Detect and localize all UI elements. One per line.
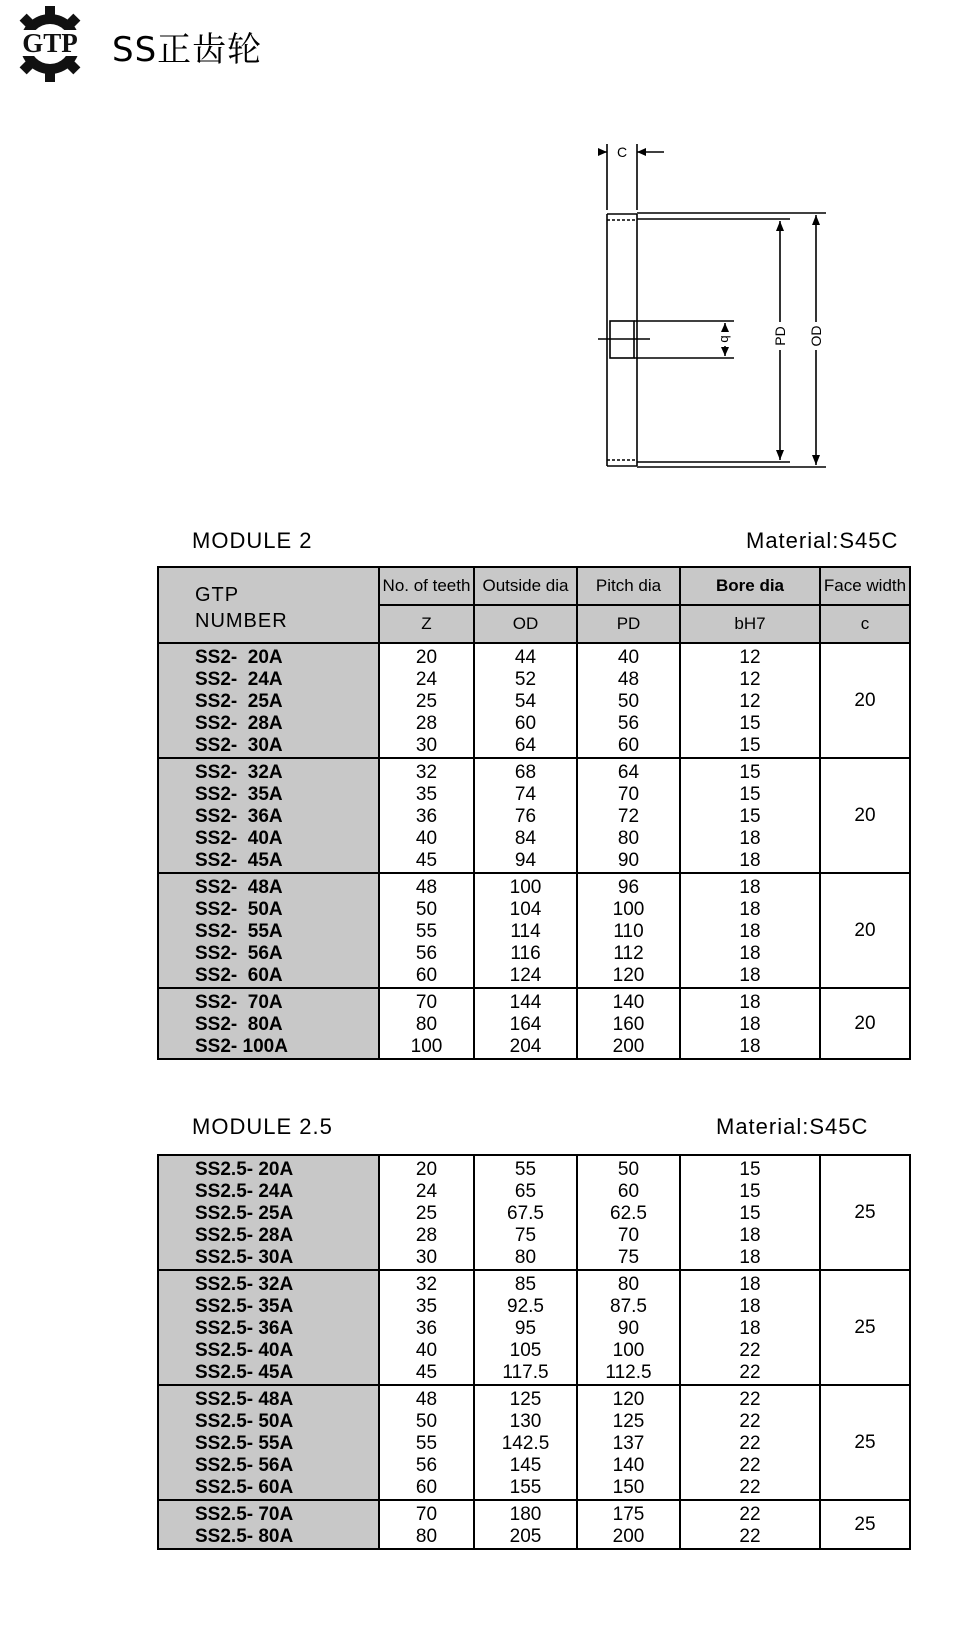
list-item: SS2- 28A	[195, 713, 283, 734]
outside-dia-cell	[474, 988, 577, 1059]
header-outside-dia: Outside dia	[474, 567, 577, 605]
list-item: 18	[739, 850, 761, 871]
list-item: 95	[514, 1318, 537, 1339]
list-item: 24	[415, 1181, 438, 1202]
list-item: 50	[617, 691, 640, 712]
list-item: 18	[739, 1318, 761, 1339]
list-item: 164	[509, 1014, 542, 1035]
header-pitch-symbol: PD	[577, 605, 680, 643]
list-item: 52	[514, 669, 537, 690]
module2-spec-table	[157, 566, 911, 1060]
pitch-dia-cell	[577, 1155, 680, 1270]
list-item: SS2- 32A	[195, 762, 283, 783]
face-width-cell: 20	[820, 873, 910, 988]
pitch-dia-cell	[577, 1500, 680, 1549]
list-item: 18	[739, 1036, 761, 1057]
list-item: 205	[509, 1526, 542, 1547]
list-item: 22	[739, 1526, 761, 1547]
list-item: 12	[739, 647, 761, 668]
face-width-cell: 25	[820, 1270, 910, 1385]
gtp-gear-logo	[6, 4, 94, 84]
list-item: 110	[613, 921, 644, 942]
list-item: 45	[415, 1362, 438, 1383]
pitch-dia-cell	[577, 1385, 680, 1500]
list-item: SS2.5- 48A	[195, 1389, 294, 1410]
list-item: 22	[739, 1504, 761, 1525]
list-item: 40	[617, 647, 640, 668]
list-item: 112	[613, 943, 644, 964]
list-item: 72	[617, 806, 640, 827]
list-item: 22	[739, 1362, 761, 1383]
list-item: 124	[509, 965, 542, 986]
list-item: 62.5	[610, 1203, 647, 1224]
table-row-group	[158, 643, 910, 758]
list-item: 80	[617, 828, 640, 849]
gear-dimension-drawing	[598, 144, 878, 504]
list-item: 22	[739, 1389, 761, 1410]
list-item: 80	[617, 1274, 640, 1295]
bore-dia-cell	[680, 1385, 820, 1500]
list-item: 40	[415, 828, 438, 849]
list-item: 100	[612, 899, 645, 920]
teeth-cell	[379, 873, 474, 988]
face-width-cell: 25	[820, 1500, 910, 1549]
list-item: 68	[514, 762, 537, 783]
list-item: 200	[612, 1526, 645, 1547]
list-item: SS2- 45A	[195, 850, 283, 871]
list-item: 60	[617, 735, 640, 756]
table-row-group	[158, 1270, 910, 1385]
list-item: SS2.5- 70A	[195, 1504, 294, 1525]
bore-dia-cell	[680, 758, 820, 873]
list-item: 140	[612, 992, 645, 1013]
bore-dia-cell	[680, 1155, 820, 1270]
list-item: SS2.5- 36A	[195, 1318, 294, 1339]
logo-text: GTP	[22, 28, 78, 58]
list-item: 120	[612, 965, 645, 986]
list-item: 150	[612, 1477, 645, 1498]
list-item: 50	[415, 899, 438, 920]
list-item: 90	[617, 850, 640, 871]
part-number-cell	[158, 643, 379, 758]
list-item: 18	[739, 1014, 761, 1035]
list-item: 87.5	[610, 1296, 647, 1317]
list-item: 15	[739, 1203, 761, 1224]
list-item: SS2- 55A	[195, 921, 283, 942]
list-item: SS2- 25A	[195, 691, 283, 712]
list-item: SS2- 40A	[195, 828, 283, 849]
list-item: 50	[617, 1159, 640, 1180]
list-item: 92.5	[507, 1296, 544, 1317]
list-item: SS2- 20A	[195, 647, 283, 668]
teeth-cell	[379, 1500, 474, 1549]
header-outside-symbol: OD	[474, 605, 577, 643]
list-item: 70	[415, 1504, 438, 1525]
list-item: 60	[415, 965, 438, 986]
list-item: 56	[617, 713, 640, 734]
face-width-cell: 20	[820, 988, 910, 1059]
list-item: 32	[415, 762, 438, 783]
header-pitch-dia: Pitch dia	[577, 567, 680, 605]
list-item: 30	[415, 1247, 438, 1268]
list-item: 40	[415, 1340, 438, 1361]
face-width-cell: 20	[820, 643, 910, 758]
dim-label-c: C	[616, 144, 628, 160]
list-item: 25	[415, 1203, 438, 1224]
teeth-cell	[379, 1385, 474, 1500]
list-item: 18	[739, 1247, 761, 1268]
list-item: 200	[612, 1036, 645, 1057]
list-item: 30	[415, 735, 438, 756]
pitch-dia-cell	[577, 873, 680, 988]
list-item: 12	[739, 691, 761, 712]
dim-label-od: OD	[808, 325, 824, 347]
teeth-cell	[379, 1270, 474, 1385]
bore-dia-cell	[680, 988, 820, 1059]
list-item: SS2.5- 60A	[195, 1477, 294, 1498]
list-item: SS2- 60A	[195, 965, 283, 986]
list-item: 32	[415, 1274, 438, 1295]
list-item: 117.5	[502, 1362, 549, 1383]
list-item: 44	[514, 647, 537, 668]
list-item: SS2.5- 25A	[195, 1203, 294, 1224]
list-item: 20	[415, 647, 438, 668]
list-item: SS2.5- 20A	[195, 1159, 294, 1180]
list-item: 67.5	[507, 1203, 544, 1224]
table-row-group	[158, 988, 910, 1059]
list-item: 144	[509, 992, 542, 1013]
list-item: SS2- 36A	[195, 806, 283, 827]
list-item: SS2- 35A	[195, 784, 283, 805]
list-item: 56	[415, 1455, 438, 1476]
list-item: 36	[415, 1318, 438, 1339]
list-item: 35	[415, 1296, 438, 1317]
list-item: 48	[415, 1389, 438, 1410]
module25-label: MODULE 2.5	[192, 1114, 333, 1139]
list-item: 18	[739, 899, 761, 920]
part-number-cell	[158, 758, 379, 873]
list-item: SS2.5- 40A	[195, 1340, 294, 1361]
list-item: 15	[739, 762, 761, 783]
list-item: 15	[739, 784, 761, 805]
list-item: 100	[612, 1340, 645, 1361]
list-item: 20	[415, 1159, 438, 1180]
dim-label-pd: PD	[772, 326, 788, 346]
module25-spec-table	[157, 1154, 911, 1550]
bore-dia-cell	[680, 873, 820, 988]
list-item: 130	[509, 1411, 542, 1432]
list-item: 116	[510, 943, 541, 964]
list-item: 15	[739, 735, 761, 756]
list-item: 24	[415, 669, 438, 690]
list-item: 60	[617, 1181, 640, 1202]
list-item: 35	[415, 784, 438, 805]
outside-dia-cell	[474, 758, 577, 873]
list-item: 18	[739, 992, 761, 1013]
list-item: 70	[617, 1225, 640, 1246]
list-item: 50	[415, 1411, 438, 1432]
list-item: SS2- 50A	[195, 899, 283, 920]
list-item: 18	[739, 1296, 761, 1317]
page-title: SS正齿轮	[112, 30, 263, 70]
list-item: 125	[509, 1389, 542, 1410]
outside-dia-cell	[474, 1155, 577, 1270]
pitch-dia-cell	[577, 758, 680, 873]
list-item: 65	[514, 1181, 537, 1202]
list-item: 22	[739, 1455, 761, 1476]
list-item: 48	[415, 877, 438, 898]
list-item: SS2.5- 35A	[195, 1296, 294, 1317]
list-item: 60	[415, 1477, 438, 1498]
list-item: 125	[612, 1411, 645, 1432]
list-item: 142.5	[501, 1433, 550, 1454]
outside-dia-cell	[474, 1500, 577, 1549]
module25-material: Material:S45C	[716, 1114, 869, 1139]
list-item: 64	[514, 735, 537, 756]
list-item: 100	[509, 877, 542, 898]
list-item: 55	[415, 921, 438, 942]
part-number-cell	[158, 988, 379, 1059]
list-item: 74	[514, 784, 537, 805]
list-item: SS2- 70A	[195, 992, 283, 1013]
list-item: 84	[514, 828, 537, 849]
list-item: 160	[612, 1014, 645, 1035]
teeth-cell	[379, 758, 474, 873]
list-item: 18	[739, 1274, 761, 1295]
list-item: 145	[509, 1455, 542, 1476]
dim-label-b: b	[718, 335, 733, 343]
list-item: 180	[509, 1504, 542, 1525]
list-item: 18	[739, 877, 761, 898]
list-item: 155	[509, 1477, 542, 1498]
list-item: 60	[514, 713, 537, 734]
bore-dia-cell	[680, 1270, 820, 1385]
list-item: SS2.5- 80A	[195, 1526, 294, 1547]
list-item: 114	[510, 921, 541, 942]
part-number-cell	[158, 1385, 379, 1500]
teeth-cell	[379, 988, 474, 1059]
list-item: 104	[509, 899, 542, 920]
header-face-width: Face width	[820, 567, 910, 605]
list-item: 64	[617, 762, 640, 783]
bore-dia-cell	[680, 643, 820, 758]
list-item: 18	[739, 965, 761, 986]
table-row-group	[158, 1155, 910, 1270]
list-item: 120	[612, 1389, 645, 1410]
face-width-cell: 20	[820, 758, 910, 873]
list-item: 56	[415, 943, 438, 964]
bore-dia-cell	[680, 1500, 820, 1549]
list-item: 137	[612, 1433, 645, 1454]
list-item: 36	[415, 806, 438, 827]
pitch-dia-cell	[577, 1270, 680, 1385]
list-item: 22	[739, 1340, 761, 1361]
outside-dia-cell	[474, 643, 577, 758]
part-number-cell	[158, 1270, 379, 1385]
list-item: 75	[514, 1225, 537, 1246]
outside-dia-cell	[474, 873, 577, 988]
teeth-cell	[379, 643, 474, 758]
list-item: 85	[514, 1274, 537, 1295]
header-bore-symbol: bH7	[680, 605, 820, 643]
list-item: 18	[739, 943, 761, 964]
list-item: 100	[410, 1036, 443, 1057]
list-item: SS2.5- 45A	[195, 1362, 294, 1383]
table-row-group	[158, 1385, 910, 1500]
list-item: 80	[415, 1526, 438, 1547]
list-item: SS2.5- 24A	[195, 1181, 294, 1202]
list-item: 140	[612, 1455, 645, 1476]
list-item: SS2- 48A	[195, 877, 283, 898]
list-item: 28	[415, 1225, 438, 1246]
header-teeth: No. of teeth	[379, 567, 474, 605]
list-item: 45	[415, 850, 438, 871]
list-item: SS2.5- 32A	[195, 1274, 294, 1295]
part-number-cell	[158, 1155, 379, 1270]
header-gtp-number: GTP NUMBER	[158, 567, 379, 643]
list-item: SS2.5- 30A	[195, 1247, 294, 1268]
list-item: 15	[739, 1159, 761, 1180]
list-item: 15	[739, 1181, 761, 1202]
list-item: 76	[514, 806, 537, 827]
face-width-cell: 25	[820, 1155, 910, 1270]
list-item: 18	[739, 828, 761, 849]
list-item: SS2.5- 56A	[195, 1455, 294, 1476]
header-face-symbol: c	[820, 605, 910, 643]
outside-dia-cell	[474, 1270, 577, 1385]
outside-dia-cell	[474, 1385, 577, 1500]
list-item: SS2.5- 28A	[195, 1225, 294, 1246]
table-row-group	[158, 873, 910, 988]
list-item: 15	[739, 713, 761, 734]
list-item: 22	[739, 1411, 761, 1432]
list-item: SS2- 80A	[195, 1014, 283, 1035]
table-row-group	[158, 1500, 910, 1549]
list-item: 15	[739, 806, 761, 827]
list-item: 94	[514, 850, 537, 871]
list-item: SS2.5- 50A	[195, 1411, 294, 1432]
list-item: 55	[415, 1433, 438, 1454]
teeth-cell	[379, 1155, 474, 1270]
module2-label: MODULE 2	[192, 528, 313, 553]
list-item: 70	[617, 784, 640, 805]
list-item: 80	[415, 1014, 438, 1035]
list-item: SS2- 100A	[195, 1036, 288, 1057]
list-item: 22	[739, 1477, 761, 1498]
list-item: 175	[612, 1504, 645, 1525]
list-item: 75	[617, 1247, 640, 1268]
list-item: 48	[617, 669, 640, 690]
list-item: 90	[617, 1318, 640, 1339]
list-item: 18	[739, 1225, 761, 1246]
header-teeth-symbol: Z	[379, 605, 474, 643]
part-number-cell	[158, 873, 379, 988]
list-item: 105	[509, 1340, 542, 1361]
list-item: 12	[739, 669, 761, 690]
pitch-dia-cell	[577, 988, 680, 1059]
module2-material: Material:S45C	[746, 528, 899, 553]
table-row-group	[158, 758, 910, 873]
list-item: 80	[514, 1247, 537, 1268]
list-item: 22	[739, 1433, 761, 1454]
list-item: 25	[415, 691, 438, 712]
face-width-cell: 25	[820, 1385, 910, 1500]
list-item: SS2- 56A	[195, 943, 283, 964]
list-item: 112.5	[605, 1362, 652, 1383]
list-item: 28	[415, 713, 438, 734]
list-item: 204	[509, 1036, 542, 1057]
list-item: 96	[617, 877, 640, 898]
list-item: SS2.5- 55A	[195, 1433, 294, 1454]
list-item: SS2- 30A	[195, 735, 283, 756]
list-item: 55	[514, 1159, 537, 1180]
header-bore-dia: Bore dia	[680, 567, 820, 605]
list-item: 18	[739, 921, 761, 942]
pitch-dia-cell	[577, 643, 680, 758]
part-number-cell	[158, 1500, 379, 1549]
list-item: 54	[514, 691, 537, 712]
list-item: 70	[415, 992, 438, 1013]
list-item: SS2- 24A	[195, 669, 283, 690]
